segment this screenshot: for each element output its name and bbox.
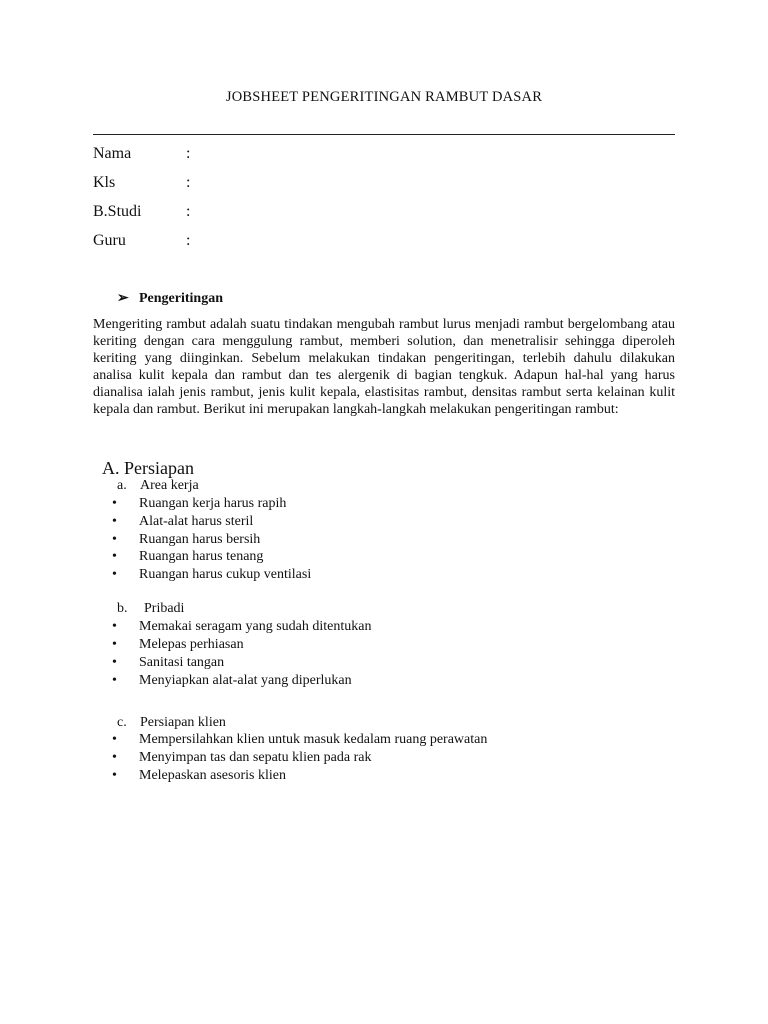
subsection-letter: a. bbox=[117, 478, 127, 493]
subsection-label: Pribadi bbox=[144, 601, 185, 616]
part-a-heading: A. Persiapan bbox=[102, 458, 194, 478]
field-label: Guru bbox=[93, 232, 126, 249]
bullet-icon: • bbox=[112, 532, 117, 547]
subsection-letter: b. bbox=[117, 601, 128, 616]
field-colon: : bbox=[186, 203, 191, 220]
bullet-icon: • bbox=[112, 732, 117, 747]
section-heading bbox=[117, 290, 223, 307]
field-label: Nama bbox=[93, 145, 132, 162]
section-heading-text: Pengeritingan bbox=[139, 291, 223, 306]
subsection-letter: c. bbox=[117, 715, 127, 730]
bullet-icon: • bbox=[112, 496, 117, 511]
arrow-bullet-icon: ➢ bbox=[117, 291, 129, 306]
subsection-label: Area kerja bbox=[140, 478, 199, 493]
field-label: B.Studi bbox=[93, 203, 142, 220]
bullet-icon: • bbox=[112, 637, 117, 652]
title-divider bbox=[93, 134, 675, 135]
bullet-icon: • bbox=[112, 655, 117, 670]
document-title: JOBSHEET PENGERITINGAN RAMBUT DASAR bbox=[225, 89, 543, 105]
field-colon: : bbox=[186, 145, 191, 162]
field-label: Kls bbox=[93, 174, 116, 191]
bullet-icon: • bbox=[112, 619, 117, 634]
bullet-icon: • bbox=[112, 549, 117, 564]
subsection-label: Persiapan klien bbox=[140, 715, 226, 730]
field-colon: : bbox=[186, 174, 191, 191]
bullet-icon: • bbox=[112, 673, 117, 688]
bullet-icon: • bbox=[112, 768, 117, 783]
intro-paragraph: Mengeriting rambut adalah suatu tindakan mengubah rambut lurus menjadi rambut bergelombang atau keriting dengan cara menggulung rambut, memberi solution, dan menetralisir sehingga diperoleh keriting yang diinginkan. Sebelum melakukan tindakan pengeritingan, terlebih dahulu dilakukan analisa kulit kepala dan rambut dan tes alergenik di bagian tengkuk. Adapun hal-hal yang harus dianalisa ialah jenis rambut, jenis kulit kepala, elastisitas rambut, densitas rambut serta kelainan kulit kepala dan rambut. Berikut ini merupakan langkah-langkah melakukan pengeritingan rambut: bbox=[93, 317, 675, 417]
field-colon: : bbox=[186, 232, 191, 249]
bullet-icon: • bbox=[112, 514, 117, 529]
bullet-icon: • bbox=[112, 567, 117, 582]
bullet-icon: • bbox=[112, 750, 117, 765]
